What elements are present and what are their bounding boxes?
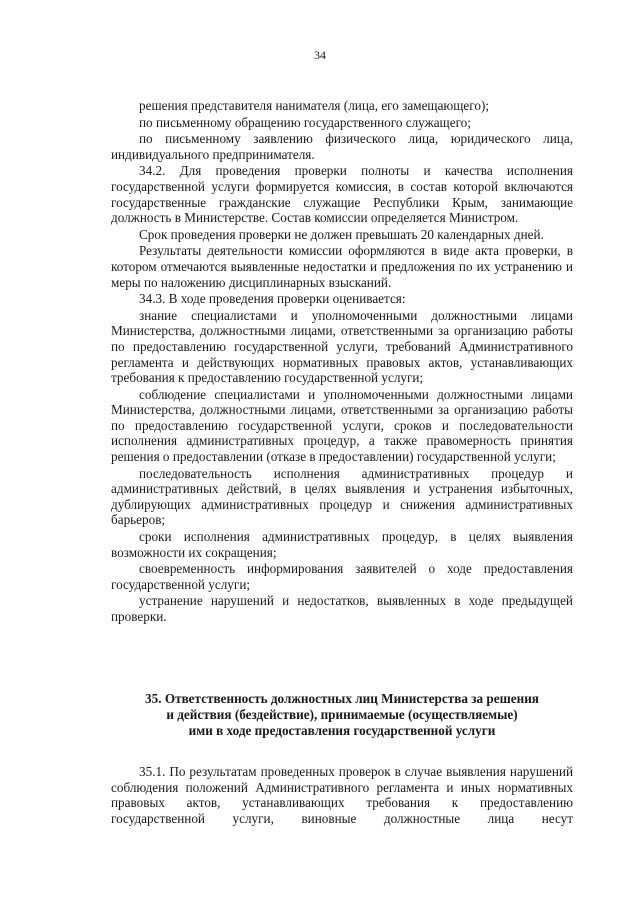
- paragraph: по письменному заявлению физического лица, юридического лица, индивидуального предпринимателя.: [111, 131, 573, 162]
- page-number: 34: [314, 48, 326, 62]
- document-body: [111, 98, 573, 625]
- paragraph: Результаты деятельности комиссии оформляются в виде акта проверки, в котором отмечаются выявленные недостатки и предложения по их устранению и меры по наложению дисциплинарных взысканий.: [111, 243, 573, 290]
- paragraph: Срок проведения проверки не должен превышать 20 календарных дней.: [139, 226, 544, 242]
- section-heading-line: ими в ходе предоставления государственной услуги: [188, 723, 496, 738]
- section-heading: [111, 691, 573, 739]
- paragraph: последовательность исполнения административных процедур и административных действий, в целях выявления и устранения избыточных, дублирующих административных процедур и снижения административных барьеров;: [111, 465, 573, 528]
- section-body: [111, 764, 573, 826]
- section-heading-line: 35. Ответственность должностных лиц Министерства за решения: [145, 691, 539, 706]
- paragraph: по письменному обращению государственного служащего;: [139, 114, 471, 130]
- paragraph: соблюдение специалистами и уполномоченными должностными лицами Министерства, должностными лицами, ответственными за организацию работы по предоставлению государственной услуги, сроков и последовательности исполнения административных процедур, а также правомерность принятия решения о предоставлении (отказе в предоставлении) государственной услуги;: [111, 386, 573, 465]
- paragraph: знание специалистами и уполномоченными должностными лицами Министерства, должностными лицами, ответственными за организацию работы по предоставлению государственной услуги, требований Административного регламента и действующих нормативных правовых актов, устанавливающих требования к предоставлению государственной услуги;: [111, 307, 573, 386]
- paragraph: своевременность информирования заявителей о ходе предоставления государственной услуги;: [111, 561, 573, 592]
- paragraph: решения представителя нанимателя (лица, его замещающего);: [139, 98, 490, 113]
- section-heading-line: и действия (бездействие), принимаемые (осуществляемые): [166, 707, 518, 722]
- paragraph: сроки исполнения административных процедур, в целях выявления возможности их сокращения;: [111, 529, 573, 560]
- paragraph: 34.2. Для проведения проверки полноты и качества исполнения государственной услуги формируется комиссия, в состав которой включаются государственные гражданские служащие Республики Крым, занимающие должность в Министерстве. Состав комиссии определяется Министром.: [111, 163, 573, 226]
- paragraph: 34.3. В ходе проведения проверки оценивается:: [139, 291, 406, 307]
- closing-paragraph: 35.1. По результатам проведенных проверок в случае выявления нарушений соблюдения положений Административного регламента и иных нормативных правовых актов, устанавливающих требования к предоставлению государственной услуги, виновные должностные лица несут: [111, 764, 573, 826]
- paragraph: устранение нарушений и недостатков, выявленных в ходе предыдущей проверки.: [111, 593, 573, 624]
